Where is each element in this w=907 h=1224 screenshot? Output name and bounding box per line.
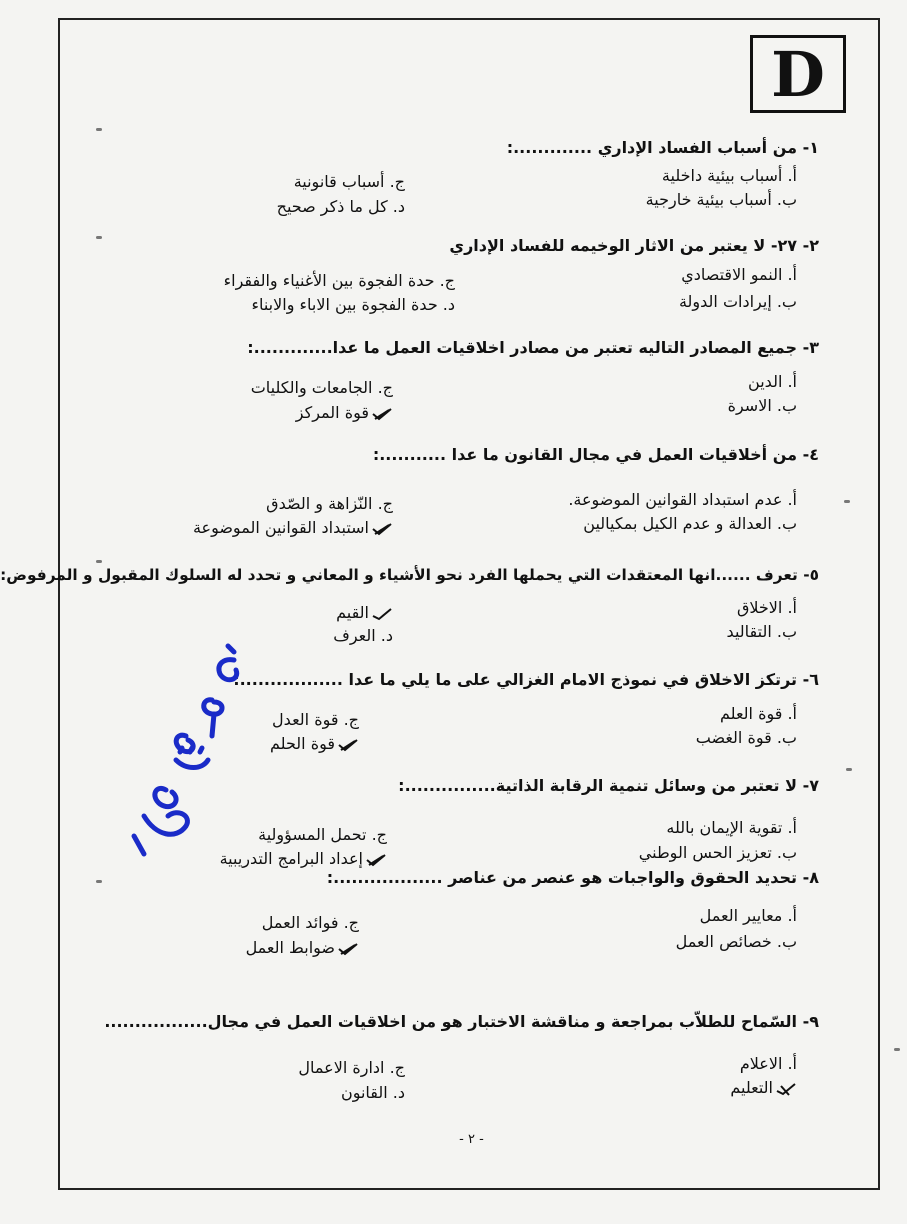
question-2-option-c[interactable]: ج. حدة الفجوة بين الأغنياء والفقراء	[223, 271, 455, 290]
question-5-option-d[interactable]: د. العرف	[333, 626, 393, 645]
question-9-option-d[interactable]: د. القانون	[340, 1083, 405, 1102]
question-4-option-d[interactable]	[193, 518, 393, 537]
question-3-option-c[interactable]: ج. الجامعات والكليات	[250, 378, 393, 397]
scan-speck	[96, 880, 102, 883]
question-7-option-d-label: إعداد البرامج التدريبية	[219, 849, 363, 868]
question-4-option-c[interactable]: ج. النّزاهة و الصّدق	[266, 494, 393, 513]
question-7-option-c[interactable]: ج. تحمل المسؤولية	[258, 825, 387, 844]
question-3-option-d-label: قوة المركز	[295, 403, 369, 422]
question-1-option-c[interactable]: ج. أسباب قانونية	[293, 172, 405, 191]
scan-speck	[96, 560, 102, 563]
question-2-option-b[interactable]: ب. إيرادات الدولة	[678, 292, 797, 311]
question-5-option-c[interactable]	[336, 603, 393, 622]
question-8-option-a[interactable]: أ. معايير العمل	[699, 906, 797, 925]
exam-version-letter: D	[771, 37, 825, 111]
answer-check-mark-icon	[371, 407, 393, 421]
question-2-title: ٢- ٢٧- لا يعتبر من الاثار الوخيمه للفساد الإداري	[449, 236, 819, 255]
question-9-option-b[interactable]	[730, 1078, 797, 1097]
exam-version-box	[750, 35, 846, 113]
question-1-option-b[interactable]: ب. أسباب بيئية خارجية	[645, 190, 797, 209]
answer-check-mark-icon	[337, 942, 359, 956]
answer-check-mark-icon	[365, 853, 387, 867]
question-6-option-d-label: قوة الحلم	[270, 734, 335, 753]
question-3-option-b[interactable]: ب. الاسرة	[727, 396, 797, 415]
question-8-title: ٨- تحديد الحقوق والواجبات هو عنصر من عناصر ..................:	[326, 868, 819, 887]
question-5-title: ٥- تعرف ......انها المعتقدات التي يحملها الفرد نحو الأشياء و المعاني و تحدد له السلوك المقبول و المرفوض:	[0, 566, 819, 584]
page-number: - ٢ -	[459, 1132, 484, 1147]
question-8-option-d[interactable]	[246, 938, 359, 957]
question-9-option-a[interactable]: أ. الاعلام	[739, 1054, 797, 1073]
question-3-option-a[interactable]: أ. الدين	[748, 372, 797, 391]
question-5-option-a[interactable]: أ. الاخلاق	[736, 598, 797, 617]
answer-check-mark-icon	[775, 1082, 797, 1096]
question-3-title: ٣- جميع المصادر التاليه تعتبر من مصادر اخلاقيات العمل ما عدا.............:	[247, 338, 819, 357]
question-4-option-d-label: استبداد القوانين الموضوعة	[192, 518, 369, 537]
question-7-option-a[interactable]: أ. تقوية الإيمان بالله	[666, 818, 797, 837]
question-9-option-c[interactable]: ج. ادارة الاعمال	[298, 1058, 405, 1077]
scan-speck	[96, 128, 102, 131]
question-2-option-d[interactable]: د. حدة الفجوة بين الاباء والابناء	[251, 295, 455, 314]
answer-check-mark-icon	[371, 522, 393, 536]
question-9-title: ٩- السّماح للطلاّب بمراجعة و مناقشة الاختبار هو من اخلاقيات العمل في مجال.................	[104, 1012, 819, 1031]
question-8-option-b[interactable]: ب. خصائص العمل	[675, 932, 797, 951]
scan-speck	[96, 236, 102, 239]
scan-speck	[846, 768, 852, 771]
question-7-option-b[interactable]: ب. تعزيز الحس الوطني	[638, 843, 797, 862]
question-6-title: ٦- ترتكز الاخلاق في نموذج الامام الغزالي على ما يلي ما عدا .................:	[233, 670, 819, 689]
question-1-option-d[interactable]: د. كل ما ذكر صحيح	[276, 197, 405, 216]
question-3-option-d[interactable]	[296, 403, 393, 422]
question-6-option-b[interactable]: ب. قوة الغضب	[695, 728, 797, 747]
question-5-option-b[interactable]: ب. التقاليد	[726, 622, 797, 641]
question-6-option-c[interactable]: ج. قوة العدل	[272, 710, 359, 729]
question-1-title: ١- من أسباب الفساد الإداري .............:	[506, 138, 819, 157]
question-7-title: ٧- لا تعتبر من وسائل تنمية الرقابة الذاتية...............:	[398, 776, 819, 795]
question-4-option-b[interactable]: ب. العدالة و عدم الكيل بمكيالين	[583, 514, 797, 533]
question-8-option-c[interactable]: ج. فوائد العمل	[261, 913, 359, 932]
question-8-option-d-label: ضوابط العمل	[245, 938, 335, 957]
question-5-option-c-label: القيم	[336, 603, 369, 622]
handwritten-name-text: أبو شمل	[112, 640, 116, 641]
answer-check-mark-icon	[337, 738, 359, 752]
question-4-title: ٤- من أخلاقيات العمل في مجال القانون ما عدا ...........:	[372, 445, 819, 464]
question-9-option-b-label: التعليم	[730, 1078, 773, 1097]
question-2-option-a[interactable]: أ. النمو الاقتصادي	[681, 265, 797, 284]
scan-speck	[894, 1048, 900, 1051]
handwritten-name-signature	[112, 640, 246, 860]
scan-speck	[844, 500, 850, 503]
question-6-option-a[interactable]: أ. قوة العلم	[720, 704, 797, 723]
question-4-option-a[interactable]: أ. عدم استبداد القوانين الموضوعة.	[568, 490, 797, 509]
question-1-option-a[interactable]: أ. أسباب بيئية داخلية	[661, 166, 797, 185]
answer-check-mark-icon	[371, 607, 393, 621]
question-6-option-d[interactable]	[270, 734, 359, 753]
